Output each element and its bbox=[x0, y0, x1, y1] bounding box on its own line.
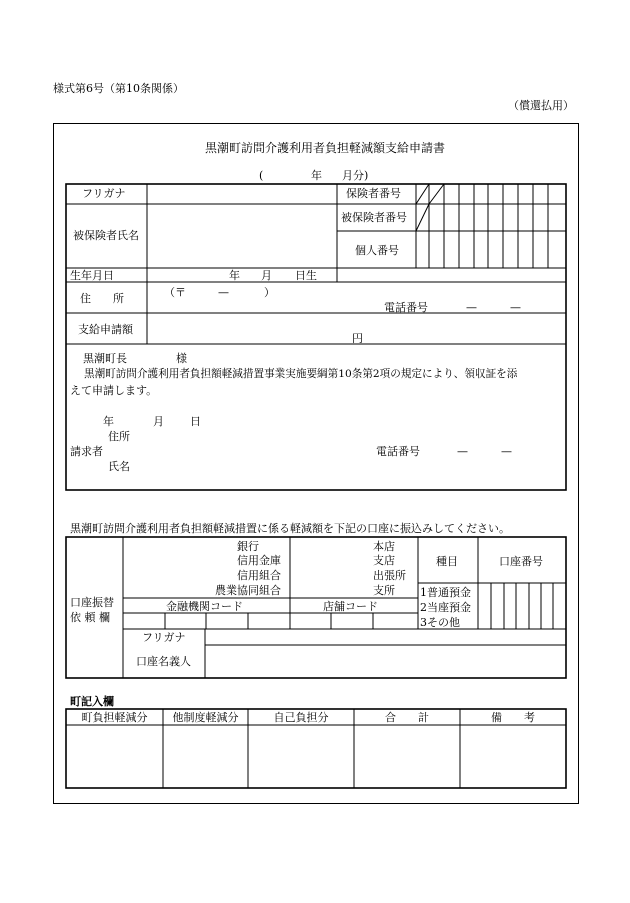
birth-year: 年 bbox=[229, 269, 240, 282]
birth-label: 生年月日 bbox=[70, 269, 114, 282]
claimant-name-label: 氏名 bbox=[108, 460, 130, 473]
form-number: 様式第6号（第10条関係） bbox=[53, 82, 184, 95]
birth-day: 日生 bbox=[295, 269, 317, 282]
postal-close: ） bbox=[264, 286, 275, 299]
branch-type-sub: 支所 bbox=[373, 584, 395, 597]
postal-open: （〒 bbox=[164, 286, 186, 299]
town-col-town: 町負担軽減分 bbox=[81, 711, 148, 724]
holder-furigana-label: フリガナ bbox=[142, 631, 186, 644]
inst-type-shinkin: 信用金庫 bbox=[237, 554, 281, 567]
holder-label: 口座名義人 bbox=[136, 655, 191, 668]
town-col-other: 他制度軽減分 bbox=[172, 711, 239, 724]
declaration-line2: えて申請します。 bbox=[70, 384, 158, 397]
town-col-total: 合 計 bbox=[385, 711, 429, 724]
town-use-title: 町記入欄 bbox=[70, 695, 114, 708]
date-month: 月 bbox=[153, 415, 164, 428]
insurer-number-label: 保険者番号 bbox=[346, 187, 401, 200]
branch-code-label: 店舗コード bbox=[323, 600, 378, 613]
inst-type-shinkumi: 信用組合 bbox=[237, 569, 281, 582]
claimant-phone-dash: — — bbox=[457, 445, 512, 458]
branch-type-branch: 支店 bbox=[373, 554, 395, 567]
transfer-intro: 黒潮町訪問介護利用者負担額軽減措置に係る軽減額を下記の口座に振込みしてください。 bbox=[70, 522, 510, 535]
period-year: 年 bbox=[311, 169, 322, 182]
branch-type-office: 出張所 bbox=[373, 569, 406, 582]
address-label: 住 所 bbox=[80, 292, 124, 305]
furigana-label: フリガナ bbox=[82, 187, 126, 200]
kind-current: 2当座預金 bbox=[420, 601, 471, 614]
address-phone-dash: — — bbox=[466, 301, 521, 314]
claimant-address-label: 住所 bbox=[108, 430, 130, 443]
transfer-side-label-1: 口座振替 bbox=[70, 596, 114, 609]
personal-number-label: 個人番号 bbox=[355, 244, 399, 257]
kind-label: 種目 bbox=[436, 555, 458, 568]
birth-month: 月 bbox=[261, 269, 272, 282]
insured-number-label: 被保険者番号 bbox=[341, 211, 407, 224]
date-day: 日 bbox=[190, 415, 201, 428]
inst-code-label: 金融機関コード bbox=[166, 600, 243, 613]
amount-yen: 円 bbox=[352, 332, 363, 345]
addressee: 黒潮町長 bbox=[83, 352, 127, 365]
branch-type-main: 本店 bbox=[373, 540, 395, 553]
amount-label: 支給申請額 bbox=[78, 323, 133, 336]
claimant-phone-label: 電話番号 bbox=[376, 445, 420, 458]
town-col-self: 自己負担分 bbox=[273, 711, 329, 724]
declaration-line1: 黒潮町訪問介護利用者負担額軽減措置事業実施要綱第10条第2項の規定により、領収証を添 bbox=[84, 368, 518, 380]
account-number-label: 口座番号 bbox=[499, 555, 543, 568]
form-type-note: （償還払用） bbox=[508, 99, 574, 112]
inst-type-ja: 農業協同組合 bbox=[215, 584, 281, 597]
kind-ordinary: 1普通預金 bbox=[420, 586, 471, 599]
form-title: 黒潮町訪問介護利用者負担軽減額支給申請書 bbox=[205, 141, 446, 155]
postal-dash: — bbox=[218, 286, 229, 299]
kind-other: 3その他 bbox=[420, 616, 460, 629]
period-open: ( bbox=[259, 169, 264, 182]
address-phone-label: 電話番号 bbox=[384, 301, 428, 314]
town-col-notes: 備 考 bbox=[491, 711, 535, 724]
insured-name-label: 被保険者氏名 bbox=[73, 229, 139, 242]
claimant-label: 請求者 bbox=[70, 445, 103, 458]
date-year: 年 bbox=[103, 415, 114, 428]
transfer-side-label-2: 依 頼 欄 bbox=[70, 611, 110, 624]
period-month: 月分) bbox=[342, 169, 369, 182]
inst-type-bank: 銀行 bbox=[237, 540, 259, 553]
addressee-sama: 様 bbox=[176, 352, 187, 365]
